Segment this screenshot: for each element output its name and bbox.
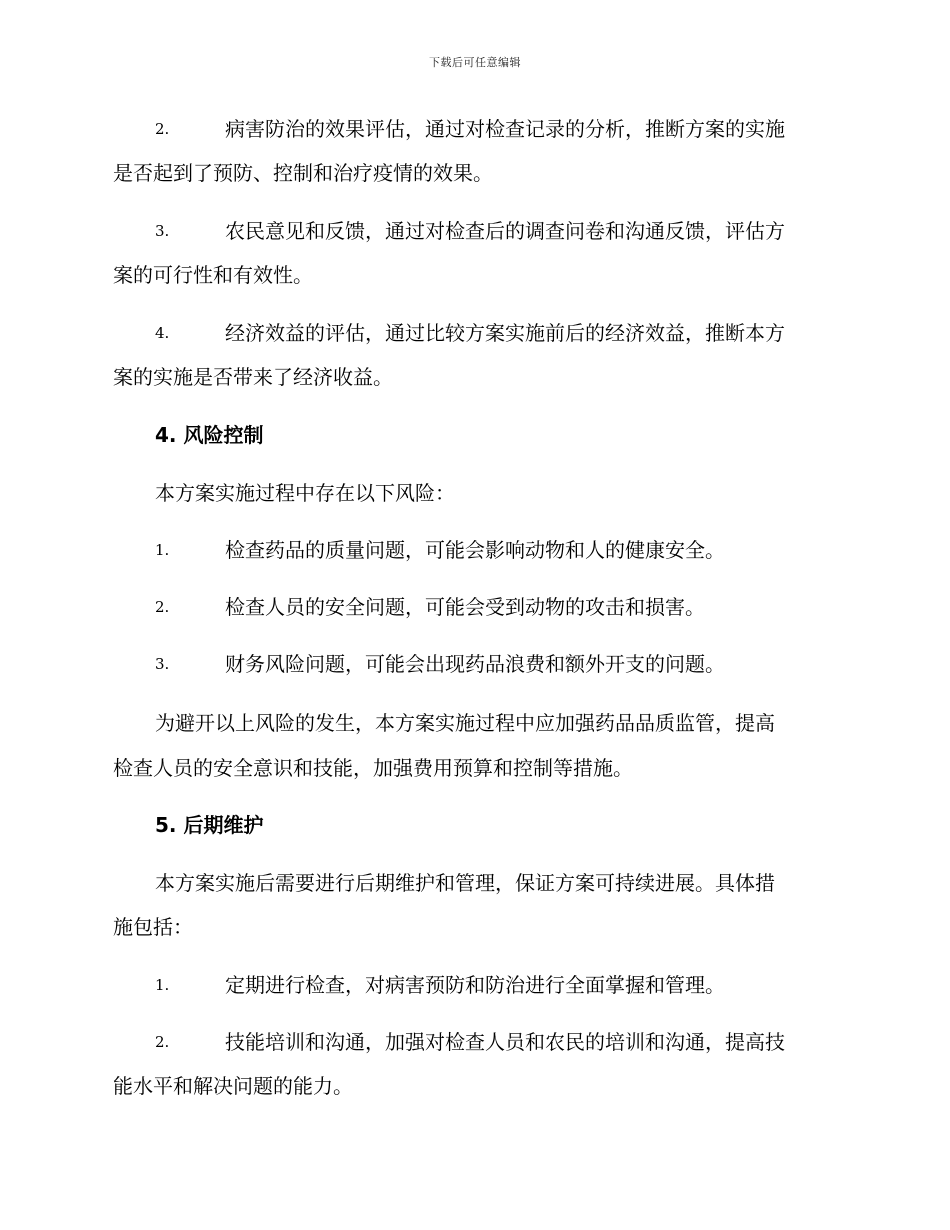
list-number: 1. [155, 541, 170, 559]
section-conclusion-cont: 检查人员的安全意识和技能，加强费用预算和控制等措施。 [113, 756, 633, 780]
list-number: 2. [155, 598, 170, 616]
list-item-text-cont: 能水平和解决问题的能力。 [113, 1074, 353, 1098]
section-intro: 本方案实施后需要进行后期维护和管理，保证方案可持续进展。具体措 [155, 871, 775, 895]
list-item-text: 检查药品的质量问题，可能会影响动物和人的健康安全。 [225, 538, 725, 562]
list-number: 4. [155, 324, 170, 342]
list-number: 1. [155, 976, 170, 994]
section-heading-risk-control: 4. 风险控制 [155, 423, 264, 447]
list-item-text: 检查人员的安全问题，可能会受到动物的攻击和损害。 [225, 595, 705, 619]
list-item-text-cont: 案的实施是否带来了经济收益。 [113, 365, 393, 389]
list-item-text: 技能培训和沟通，加强对检查人员和农民的培训和沟通，提高技 [225, 1030, 785, 1054]
list-number: 2. [155, 120, 170, 138]
section-intro-cont: 施包括： [113, 915, 193, 939]
list-item-text-cont: 是否起到了预防、控制和治疗疫情的效果。 [113, 161, 493, 185]
list-item-text: 经济效益的评估，通过比较方案实施前后的经济效益，推断本方 [225, 321, 785, 345]
list-number: 2. [155, 1033, 170, 1051]
list-item-text: 农民意见和反馈，通过对检查后的调查问卷和沟通反馈，评估方 [225, 219, 785, 243]
list-item-text-cont: 案的可行性和有效性。 [113, 263, 313, 287]
list-number: 3. [155, 655, 170, 673]
section-conclusion: 为避开以上风险的发生，本方案实施过程中应加强药品品质监管，提高 [155, 711, 775, 735]
section-intro: 本方案实施过程中存在以下风险： [155, 481, 455, 505]
list-item-text: 病害防治的效果评估，通过对检查记录的分析，推断方案的实施 [225, 117, 785, 141]
list-item-text: 定期进行检查，对病害预防和防治进行全面掌握和管理。 [225, 973, 725, 997]
list-item-text: 财务风险问题，可能会出现药品浪费和额外开支的问题。 [225, 652, 725, 676]
section-heading-maintenance: 5. 后期维护 [155, 813, 264, 837]
list-number: 3. [155, 222, 170, 240]
page-header: 下载后可任意编辑 [429, 56, 521, 69]
